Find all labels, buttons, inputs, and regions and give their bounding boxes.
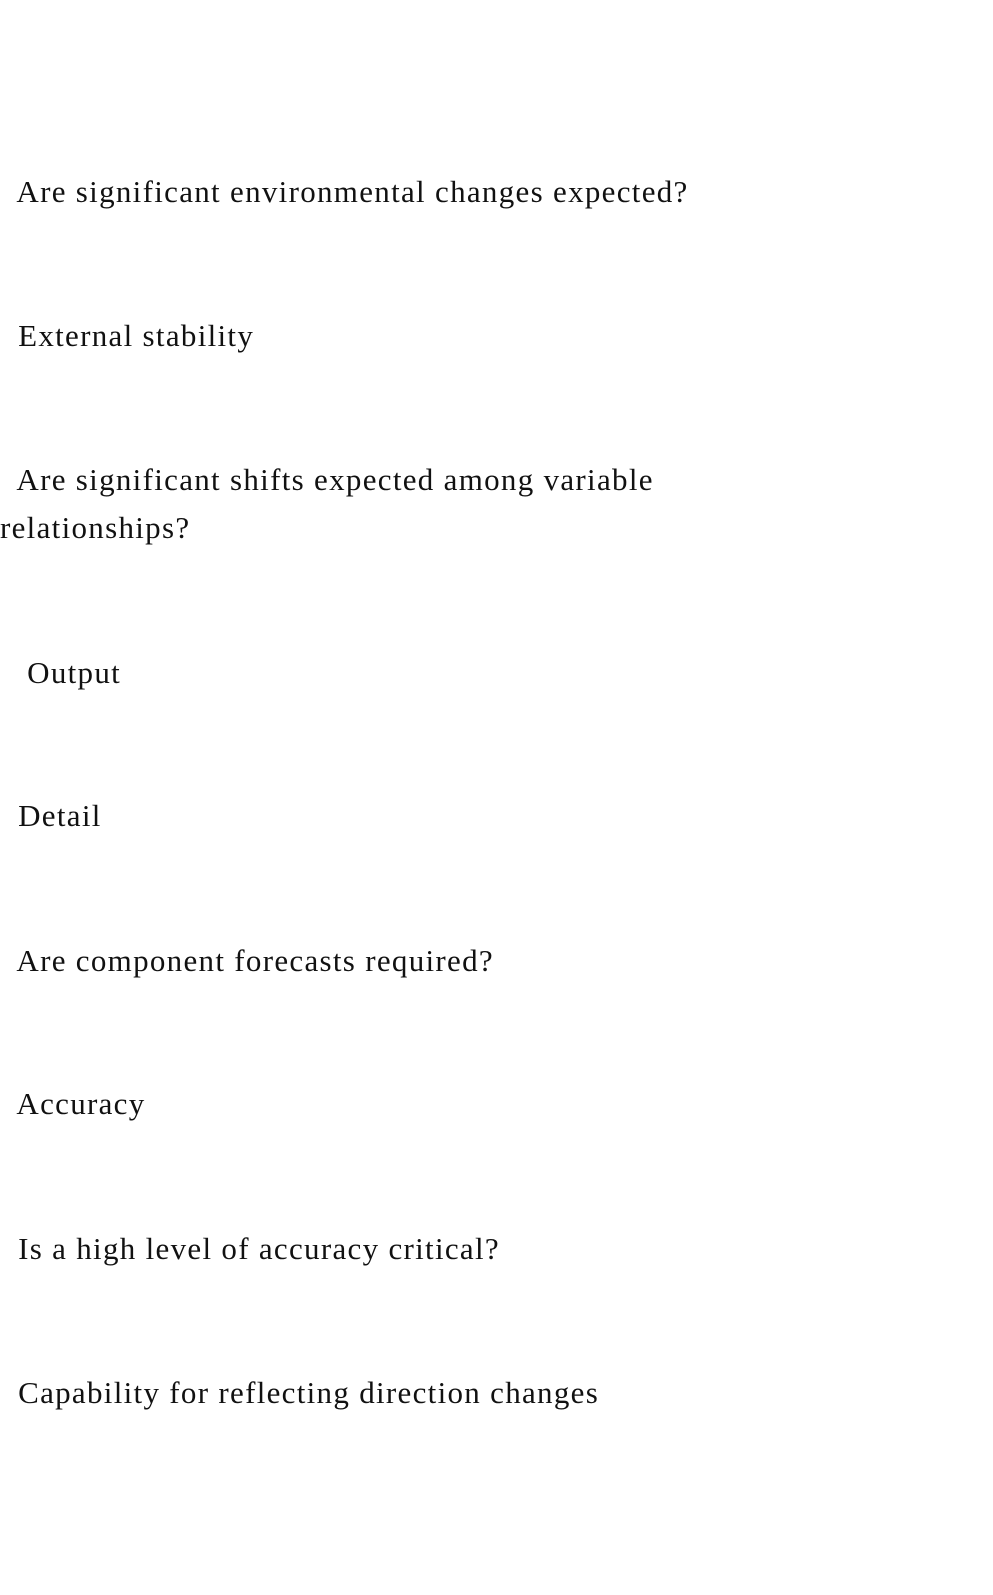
text-line: External stability	[0, 318, 255, 353]
text-line: Are significant shifts expected among variable	[0, 462, 654, 497]
text-line: Are component forecasts required?	[0, 943, 494, 978]
text-line: Is a high level of accuracy critical?	[0, 1231, 500, 1266]
text-line: Accuracy	[0, 1086, 146, 1121]
text-line: relationships?	[0, 510, 191, 545]
text-line: Detail	[0, 798, 102, 833]
text-line: Capability for reflecting direction changes	[0, 1375, 600, 1410]
text-line: Are significant environmental changes expected?	[0, 174, 689, 209]
text-line: Output	[0, 655, 122, 690]
